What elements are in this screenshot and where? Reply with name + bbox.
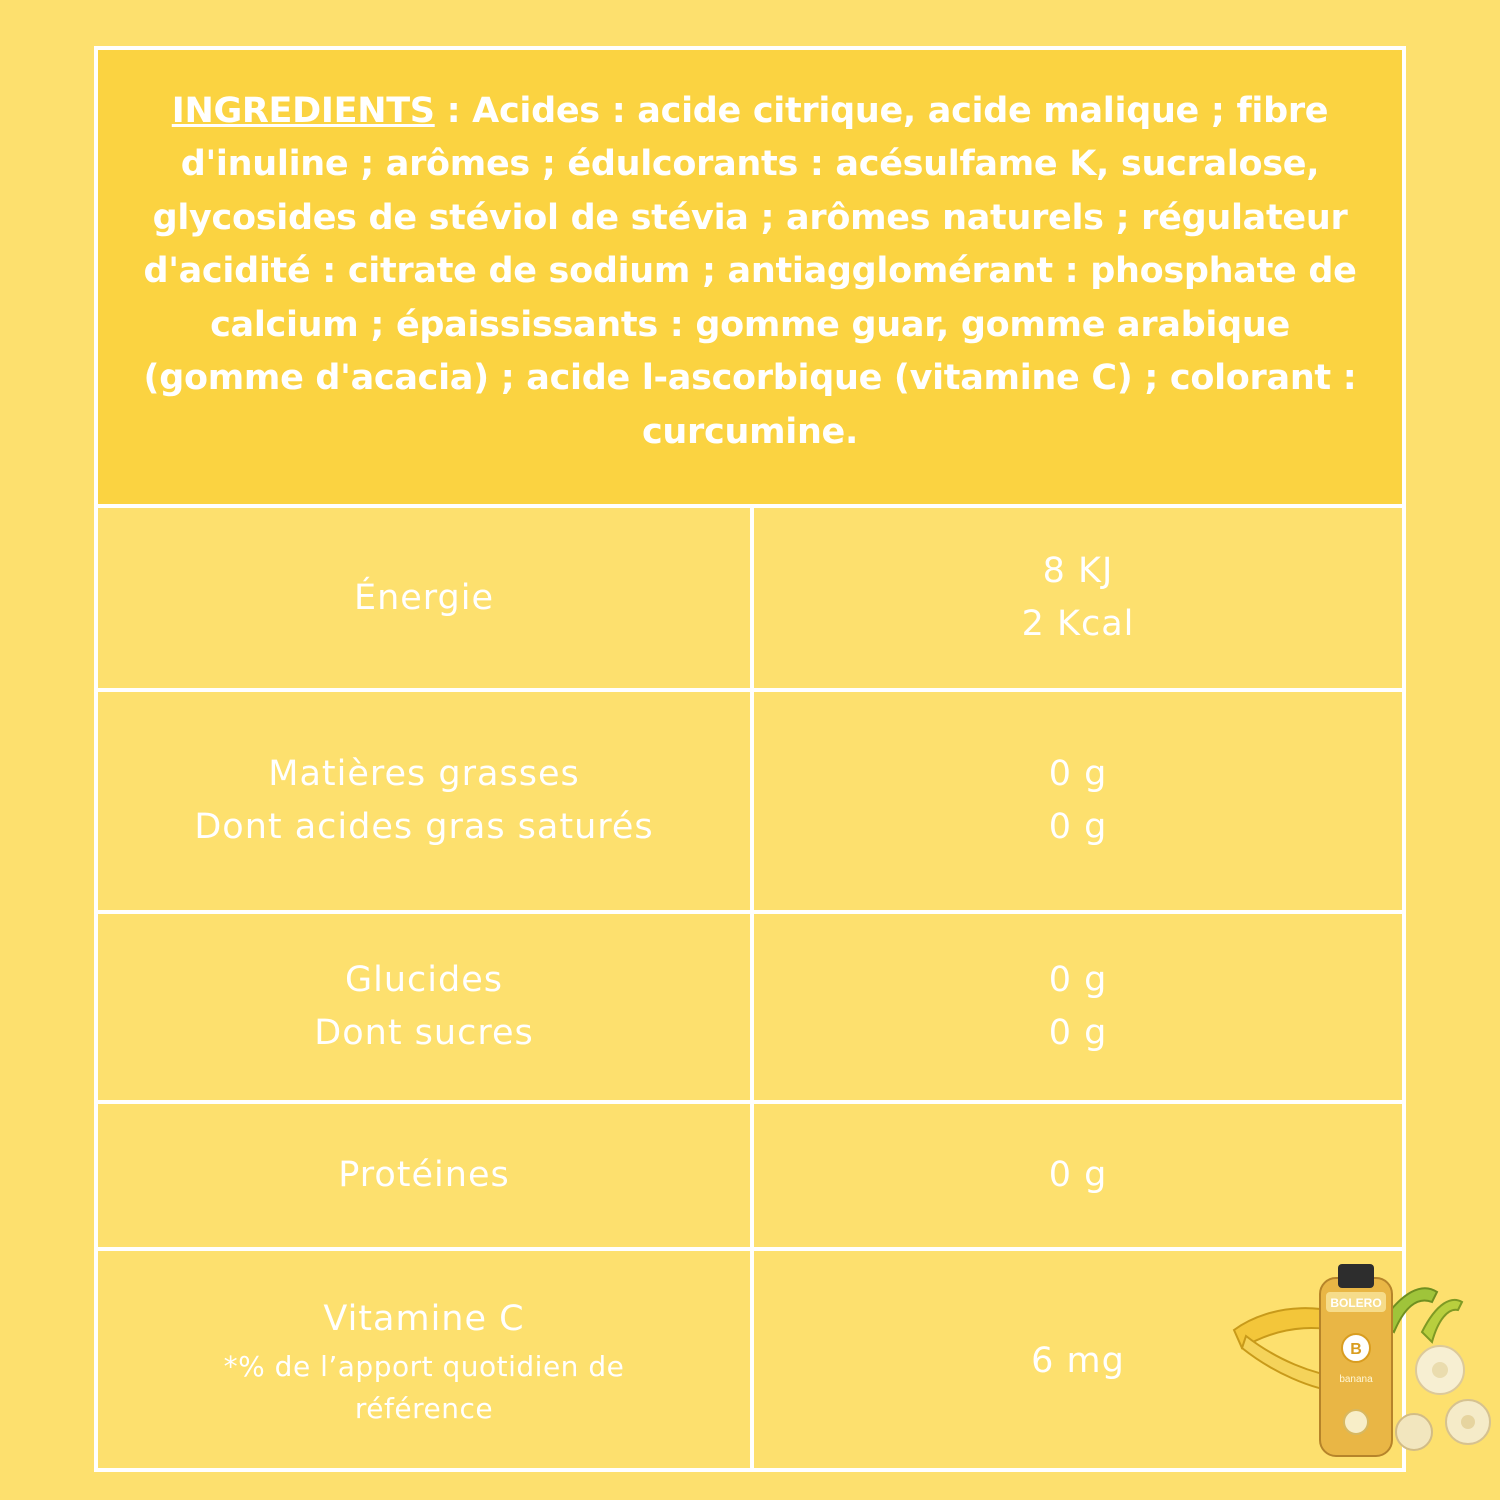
- nutrient-value-cell: [754, 508, 1402, 688]
- nutrient-value: 0 g: [1048, 1013, 1108, 1053]
- nutrient-name-cell: [98, 1251, 750, 1472]
- table-row-carbs: [98, 914, 1402, 1104]
- nutrient-value-cell: [754, 692, 1402, 910]
- brand-text: BOLERO: [1330, 1296, 1382, 1310]
- nutrient-value: 0 g: [1048, 754, 1108, 794]
- banana-slice-center-icon: [1461, 1415, 1475, 1429]
- nutrient-value: 2 Kcal: [1021, 604, 1135, 644]
- nutrient-name-cell: [98, 508, 750, 688]
- table-row-energy: [98, 508, 1402, 692]
- table-row-fat: [98, 692, 1402, 914]
- sachet-banana-slice-icon: [1344, 1410, 1368, 1434]
- nutrient-subname: Dont sucres: [314, 1013, 534, 1053]
- nutrient-name: Vitamine C: [323, 1299, 525, 1339]
- flavor-text: banana: [1339, 1374, 1373, 1385]
- nutrient-value: 8 KJ: [1042, 551, 1114, 591]
- table-row-vitamin-c: [98, 1251, 1402, 1472]
- banana-slice-center-icon: [1432, 1362, 1448, 1378]
- ingredients-text-block: [134, 85, 1366, 460]
- nutrient-value: 0 g: [1048, 807, 1108, 847]
- ingredients-list: : Acides : acide citrique, acide malique ; fibre d'inuline ; arômes ; édulcorants : acésulfame K, sucralose, glycosides de stéviol de stévia ; arômes naturels ; régulateur d'acidité : citrate de sodium ; antiagglomérant : phosphate de calcium ; épaississants : gomme guar, gomme arabique (gomme d'acacia) ; acide l-ascorbique (vitamine C) ; colorant : curcumine.: [143, 90, 1357, 452]
- nutrient-name: Protéines: [338, 1155, 510, 1195]
- nutrient-value: 0 g: [1048, 960, 1108, 1000]
- nutrient-subname: Dont acides gras saturés: [194, 807, 654, 847]
- nutrient-value: 0 g: [1048, 1155, 1108, 1195]
- sachet-cap: [1338, 1264, 1374, 1288]
- nutrient-name: Énergie: [353, 577, 495, 618]
- product-sachet-with-bananas-image: [1232, 1262, 1494, 1462]
- nutrition-table: [94, 46, 1406, 1472]
- logo-letter: B: [1350, 1341, 1362, 1358]
- ingredients-panel: [98, 50, 1402, 508]
- nutrient-value-cell: [754, 914, 1402, 1100]
- nutrient-name: Glucides: [345, 960, 503, 1000]
- table-row-protein: [98, 1104, 1402, 1251]
- banana-slice-icon: [1396, 1414, 1432, 1450]
- nutrient-name: Matières grasses: [268, 754, 580, 794]
- nutrient-name-cell: [98, 914, 750, 1100]
- nutrient-name-cell: [98, 1104, 750, 1247]
- nutrient-value: 6 mg: [1031, 1341, 1125, 1381]
- ingredients-label: INGREDIENTS: [171, 90, 435, 131]
- banana-top-right-icon: [1422, 1300, 1462, 1342]
- nutrient-value-cell: [754, 1104, 1402, 1247]
- reference-intake-note: *% de l’apport quotidien de référence: [223, 1350, 625, 1425]
- nutrient-name-cell: [98, 692, 750, 910]
